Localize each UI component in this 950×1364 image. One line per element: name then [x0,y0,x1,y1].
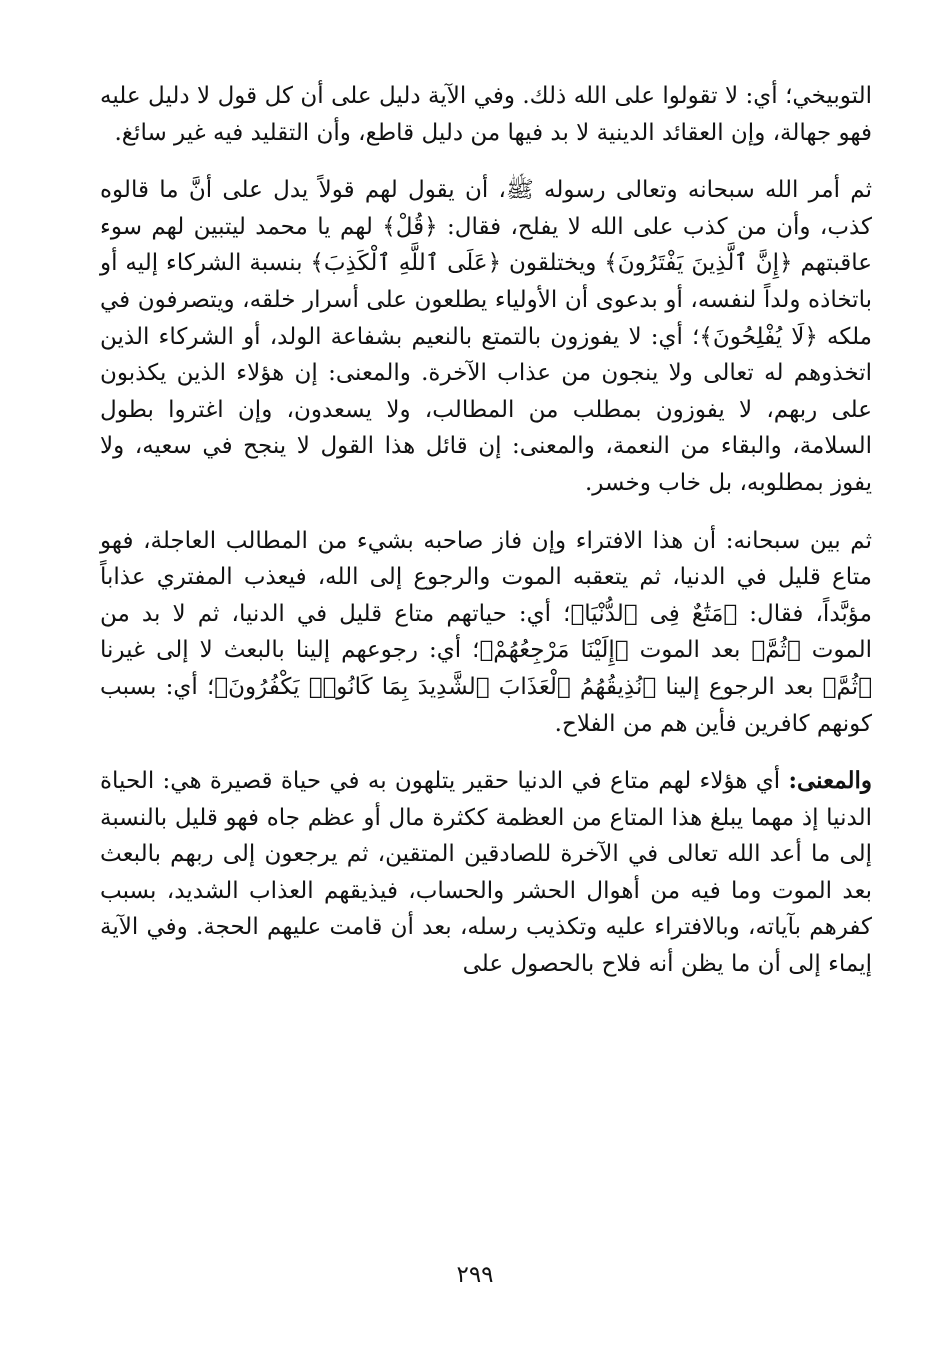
paragraph-3 [100,523,872,743]
paragraph-2-text: ثم أمر الله سبحانه وتعالى رسوله ﷺ، أن يقول لهم قولاً يدل على أنَّ ما قالوه كذب، وأن من كذب على الله لا يفلح، فقال: ﴿قُلْ﴾ لهم يا محمد ليتبين لهم سوء عاقبتهم ﴿إِنَّ ٱلَّذِينَ يَفْتَرُونَ﴾ ويختلقون ﴿عَلَى ٱللَّهِ ٱلْكَذِبَ﴾ بنسبة الشركاء إليه أو باتخاذه ولداً لنفسه، أو بدعوى أن الأولياء يطلعون على أسرار خلقه، ويتصرفون في ملكه ﴿لَا يُفْلِحُونَ﴾؛ أي: لا يفوزون بالتمتع بالنعيم بشفاعة الولد، أو الشركاء الذين اتخذوهم له تعالى ولا ينجون من عذاب الآخرة. والمعنى: إن هؤلاء الذين يكذبون على ربهم، لا يفوزون بمطلب من المطالب، ولا يسعدون، وإن اغتروا بطول السلامة، والبقاء من النعمة، والمعنى: إن قائل هذا القول لا ينجح في سعيه، ولا يفوز بمطلوبه، بل خاب وخسر. [100,177,872,496]
paragraph-2 [100,172,872,501]
paragraph-1 [100,78,872,151]
page-number: ٢٩٩ [456,1262,494,1288]
page-body [100,78,872,983]
paragraph-4-lead: والمعنى: [788,767,872,795]
paragraph-4 [100,763,872,983]
paragraph-4-text: أي هؤلاء لهم متاع في الدنيا حقير يتلهون به في حياة قصيرة هي: الحياة الدنيا إذ مهما يبلغ هذا المتاع من العظمة ككثرة مال أو عظم جاه فهو قليل بالنسبة إلى ما أعد الله تعالى في الآخرة للصادقين المتقين، ثم يرجعون إلى ربهم بالبعث بعد الموت وما فيه من أهوال الحشر والحساب، فيذيقهم العذاب الشديد، بسبب كفرهم بآياته، وبالافتراء عليه وتكذيب رسله، بعد أن قامت عليهم الحجة. وفي الآية إيماء إلى أن ما يظن أنه فلاح بالحصول على [100,768,872,978]
paragraph-1-text: التوبيخي؛ أي: لا تقولوا على الله ذلك. وفي الآية دليل على أن كل قول لا دليل عليه فهو جهالة، وإن العقائد الدينية لا بد فيها من دليل قاطع، وأن التقليد فيه غير سائغ. [100,83,872,146]
paragraph-3-text: ثم بين سبحانه: أن هذا الافتراء وإن فاز صاحبه بشيء من المطالب العاجلة، فهو متاع قليل في الدنيا، ثم يتعقبه الموت والرجوع إلى الله، فيعذب المفتري عذاباً مؤبَّداً، فقال: ﴿مَتَٰعٌ فِى ٱلدُّنْيَا﴾؛ أي: حياتهم متاع قليل في الدنيا، ثم لا بد من الموت ﴿ثُمَّ﴾ بعد الموت ﴿إِلَيْنَا مَرْجِعُهُمْ﴾؛ أي: رجوعهم إلينا بالبعث لا إلى غيرنا ﴿ثُمَّ﴾ بعد الرجوع إلينا ﴿نُذِيقُهُمُ ٱلْعَذَابَ ٱلشَّدِيدَ بِمَا كَانُوا۟ يَكْفُرُونَ﴾؛ أي: بسبب كونهم كافرين فأين هم من الفلاح. [100,527,872,737]
